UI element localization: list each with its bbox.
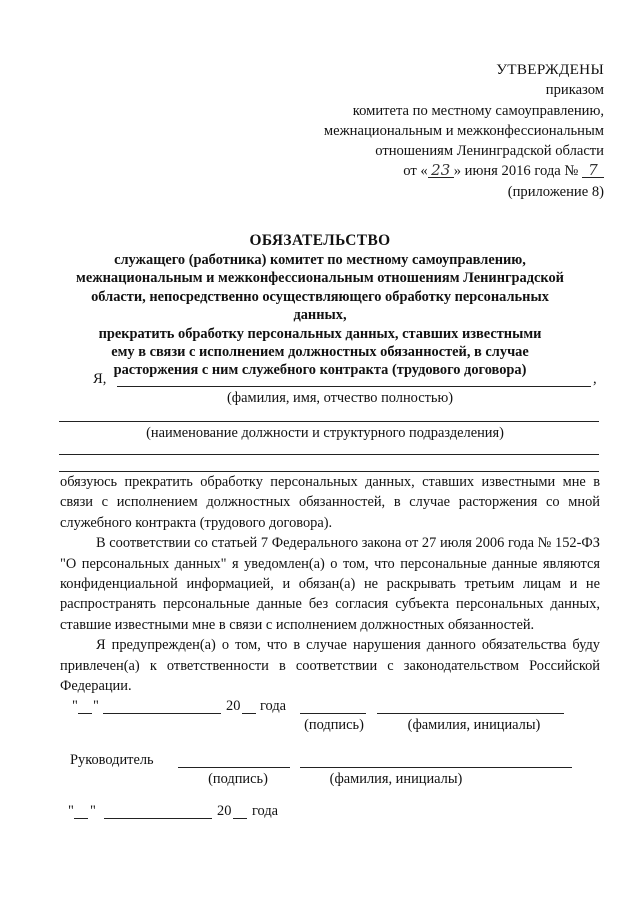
manager-signature-blank[interactable]: [178, 767, 290, 768]
manager-date-quote-close: ": [90, 803, 96, 819]
manager-name-caption: (фамилия, инициалы): [329, 771, 463, 787]
sign-signature-caption: (подпись): [304, 717, 364, 733]
obligation-body: [60, 472, 600, 696]
sign-date-quote-open: ": [72, 698, 78, 714]
fio-blank-line[interactable]: [117, 386, 591, 387]
sign-year-suffix: года: [260, 698, 287, 714]
manager-day-blank[interactable]: [74, 818, 88, 819]
appendix-note: (приложение 8): [507, 184, 604, 200]
manager-label: Руководитель: [70, 752, 154, 768]
sign-name-blank[interactable]: [377, 713, 564, 714]
manager-month-blank[interactable]: [104, 818, 212, 819]
manager-date-quote-open: ": [68, 803, 74, 819]
approval-date-line: [324, 161, 604, 181]
fio-caption: (фамилия, имя, отчество полностью): [227, 390, 453, 406]
approval-day-handwritten: 23: [428, 163, 454, 178]
fio-comma: ,: [593, 371, 597, 387]
manager-signature-caption: (подпись): [208, 771, 268, 787]
subtitle-line-2: межнациональным и межконфессиональным отношениям Ленинградской: [76, 270, 564, 287]
position-caption: (наименование должности и структурного подразделения): [146, 425, 504, 441]
sign-year-prefix: 20: [226, 698, 241, 714]
paragraph-warning: Я предупрежден(а) о том, что в случае нарушения данного обязательства буду привлечен(а) к ответственности в соответствии с законодательством Российской Федерации.: [60, 637, 600, 695]
subtitle-line-5: ему в связи с исполнением должностных обязанностей, в случае: [111, 344, 529, 361]
paragraph-law: В соответствии со статьей 7 Федерального закона от 27 июля 2006 года № 152-ФЗ "О персональных данных" я уведомлен(а) о том, что персональные данные являются конфиденциальной информацией, и обязан(а) не раскрывать третьим лицам и не распространять персональные данные без согласия субъекта персональных данных, ставшие известными мне в связи с исполнением должностных обязанностей.: [60, 535, 600, 633]
paragraph-obligation: обязуюсь прекратить обработку персональных данных, ставших известными мне в связи с исполнением должностных обязанностей, в случае расторжения со мной служебного контракта (трудового договора).: [60, 474, 600, 531]
approval-date-prefix: от «: [403, 163, 428, 180]
sign-day-blank[interactable]: [78, 713, 92, 714]
approval-date-middle: » июня 2016 года №: [453, 163, 579, 180]
subtitle-line-1: служащего (работника) комитет по местному самоуправлению,: [114, 252, 526, 268]
manager-year-blank[interactable]: [233, 818, 247, 819]
position-blank-line-1[interactable]: [59, 421, 599, 422]
manager-year-prefix: 20: [217, 803, 232, 819]
approval-line-3: межнациональным и межконфессиональным: [323, 122, 604, 139]
sign-year-blank[interactable]: [242, 713, 256, 714]
subtitle-line-4: прекратить обработку персональных данных, ставших известными: [98, 325, 542, 342]
document-title: ОБЯЗАТЕЛЬСТВО: [249, 232, 391, 249]
sign-signature-blank[interactable]: [300, 713, 366, 714]
manager-name-blank[interactable]: [300, 767, 572, 768]
approval-line-2: комитета по местному самоуправлению,: [352, 102, 604, 119]
manager-year-suffix: года: [252, 803, 279, 819]
approval-heading: УТВЕРЖДЕНЫ: [496, 61, 604, 78]
ya-label: Я,: [93, 371, 107, 387]
approval-line-1: приказом: [545, 82, 604, 99]
sign-name-caption: (фамилия, инициалы): [407, 717, 541, 733]
position-blank-line-2[interactable]: [59, 454, 599, 455]
approval-block: [324, 60, 604, 182]
subtitle-line-6: расторжения с ним служебного контракта (трудового договора): [113, 362, 527, 379]
approval-number-handwritten: 7: [582, 163, 604, 178]
approval-line-4: отношениям Ленинградской области: [375, 143, 604, 160]
document-subtitle: [70, 251, 570, 380]
sign-date-quote-close: ": [93, 698, 99, 714]
sign-month-blank[interactable]: [103, 713, 221, 714]
subtitle-line-3: области, непосредственно осуществляющего обработку персональных данных,: [91, 288, 549, 324]
